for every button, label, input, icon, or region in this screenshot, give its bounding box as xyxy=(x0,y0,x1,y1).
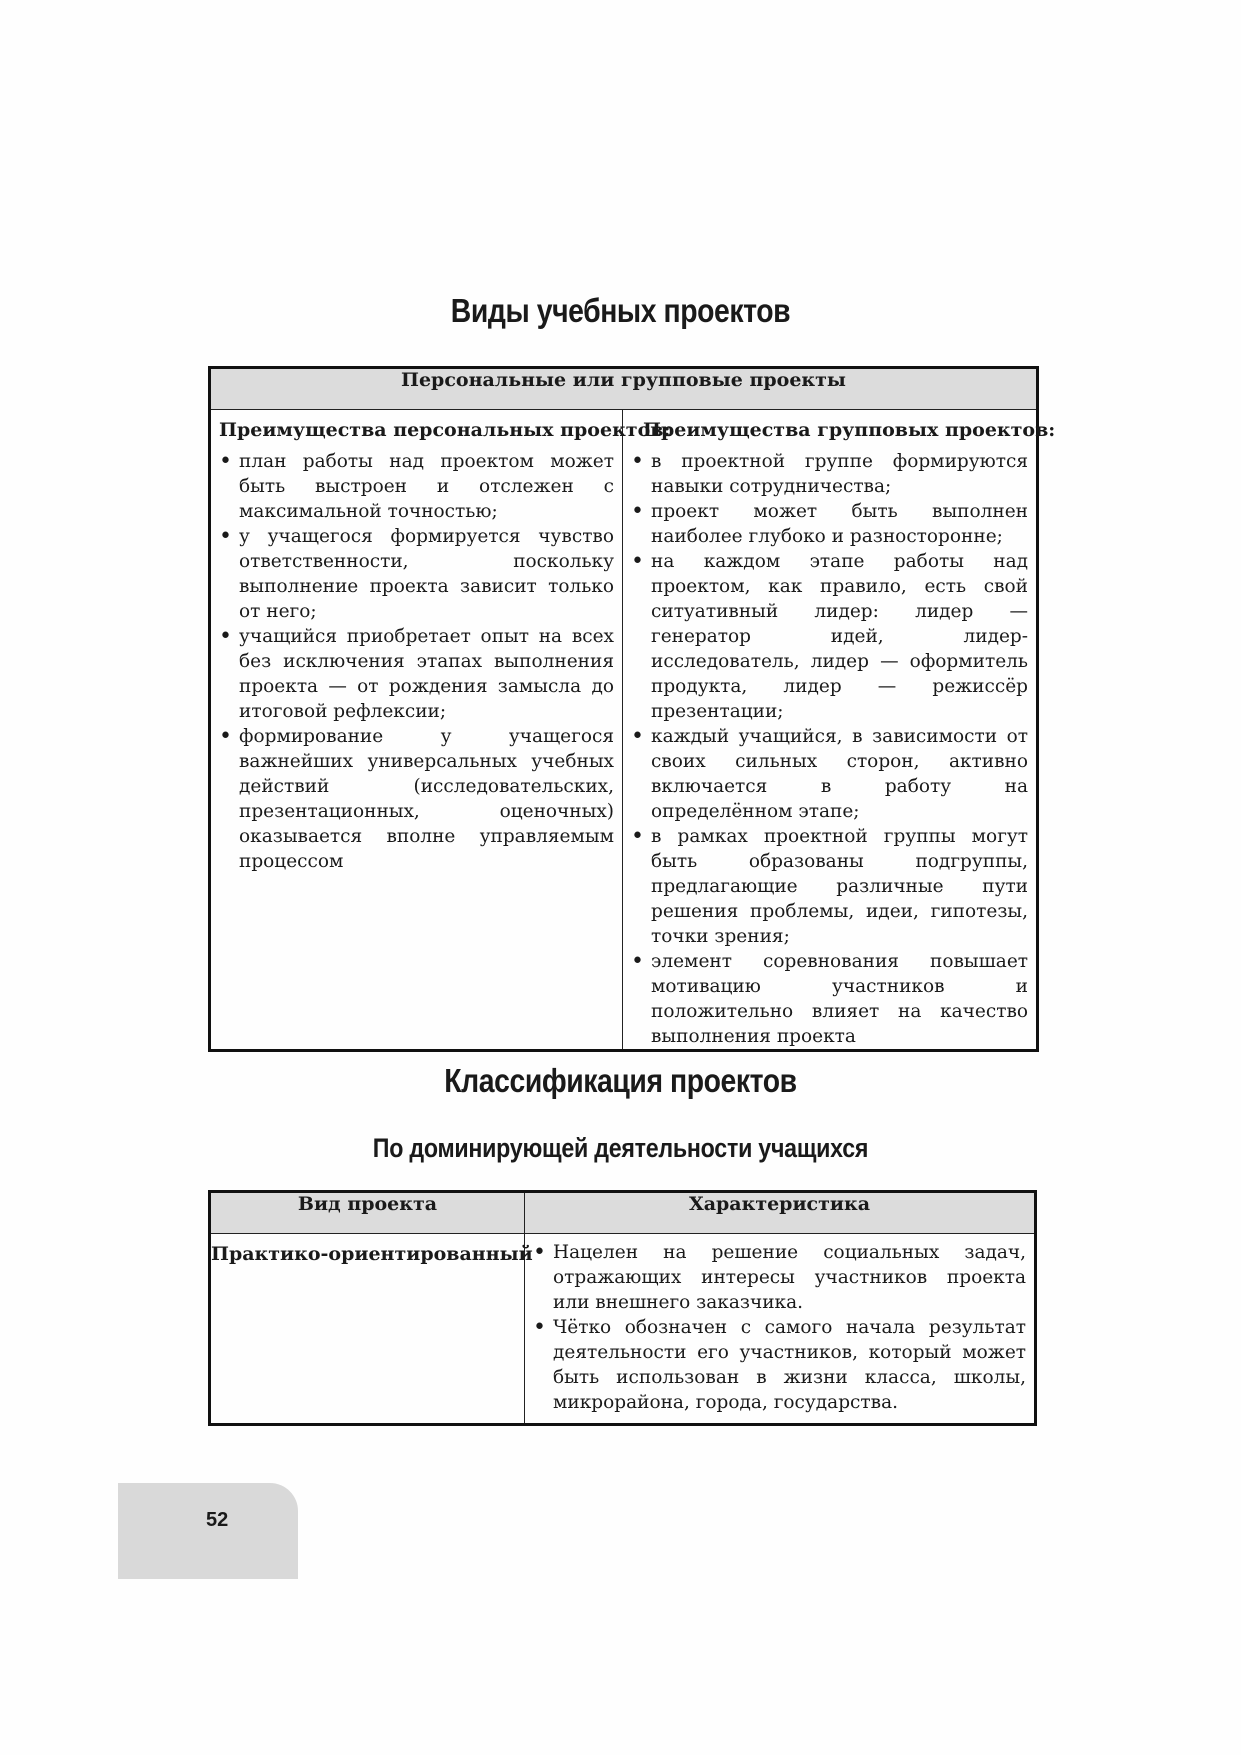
section-subtitle-dominant-activity: По доминирующей деятельности учащихся xyxy=(372,1133,869,1163)
list-item: • на каждом этапе работы над проектом, как правило, есть свой ситуативный лидер: лидер — генератор идей, лидер-исследователь, лидер — оформитель продукта, лидер — режиссёр презентации; xyxy=(623,549,1036,724)
characteristics-list xyxy=(525,1240,1034,1415)
personal-advantages-list xyxy=(211,449,622,874)
list-item: • у учащегося формируется чувство ответственности, поскольку выполнение проекта зависит только от него; xyxy=(211,524,622,624)
table-row xyxy=(210,1234,1036,1425)
list-item: • каждый учащийся, в зависимости от своих сильных сторон, активно включается в работу на определённом этапе; xyxy=(623,724,1036,824)
page-number-tab xyxy=(118,1483,298,1579)
list-item: • учащийся приобретает опыт на всех без исключения этапах выполнения проекта — от рождения замысла до итоговой рефлексии; xyxy=(211,624,622,724)
group-advantages-title: Преимущества групповых проектов: xyxy=(643,419,1056,441)
list-item: • в рамках проектной группы могут быть образованы подгруппы, предлагающие различные пути решения проблемы, идеи, гипотезы, точки зрения; xyxy=(623,824,1036,949)
list-item: • элемент соревнования повышает мотивацию участников и положительно влияет на качество выполнения проекта xyxy=(623,949,1036,1049)
col-header-characteristics: Характеристика xyxy=(525,1192,1036,1234)
characteristics-cell xyxy=(525,1234,1036,1425)
col-header-project-type: Вид проекта xyxy=(210,1192,525,1234)
group-advantages-list xyxy=(623,449,1036,1049)
project-types-table xyxy=(208,366,1056,1052)
section-title-project-types: Виды учебных проектов xyxy=(450,292,791,329)
group-advantages-cell xyxy=(623,410,1056,1051)
list-item: • Чётко обозначен с самого начала результат деятельности его участников, который может быть использован в жизни класса, школы, микрорайона, города, государства. xyxy=(525,1315,1034,1415)
personal-advantages-title: Преимущества персональных проектов: xyxy=(219,419,671,441)
list-item: • в проектной группе формируются навыки сотрудничества; xyxy=(623,449,1036,499)
list-item: • формирование у учащегося важнейших универсальных учебных действий (исследовательских, презентационных, оценочных) оказывается вполне управляемым процессом xyxy=(211,724,622,874)
table-header-personal-or-group: Персональные или групповые проекты xyxy=(210,368,1038,410)
list-item: • проект может быть выполнен наиболее глубоко и разносторонне; xyxy=(623,499,1036,549)
list-item: • план работы над проектом может быть выстроен и отслежен с максимальной точностью; xyxy=(211,449,622,524)
project-type-cell xyxy=(210,1234,533,1425)
personal-advantages-cell xyxy=(210,410,671,1051)
classification-table xyxy=(208,1190,1037,1426)
section-title-classification: Классификация проектов xyxy=(444,1062,797,1099)
list-item: • Нацелен на решение социальных задач, отражающих интересы участников проекта или внешнего заказчика. xyxy=(525,1240,1034,1315)
page-number: 52 xyxy=(206,1509,229,1531)
project-type-label: Практико-ориентированный xyxy=(211,1243,533,1265)
